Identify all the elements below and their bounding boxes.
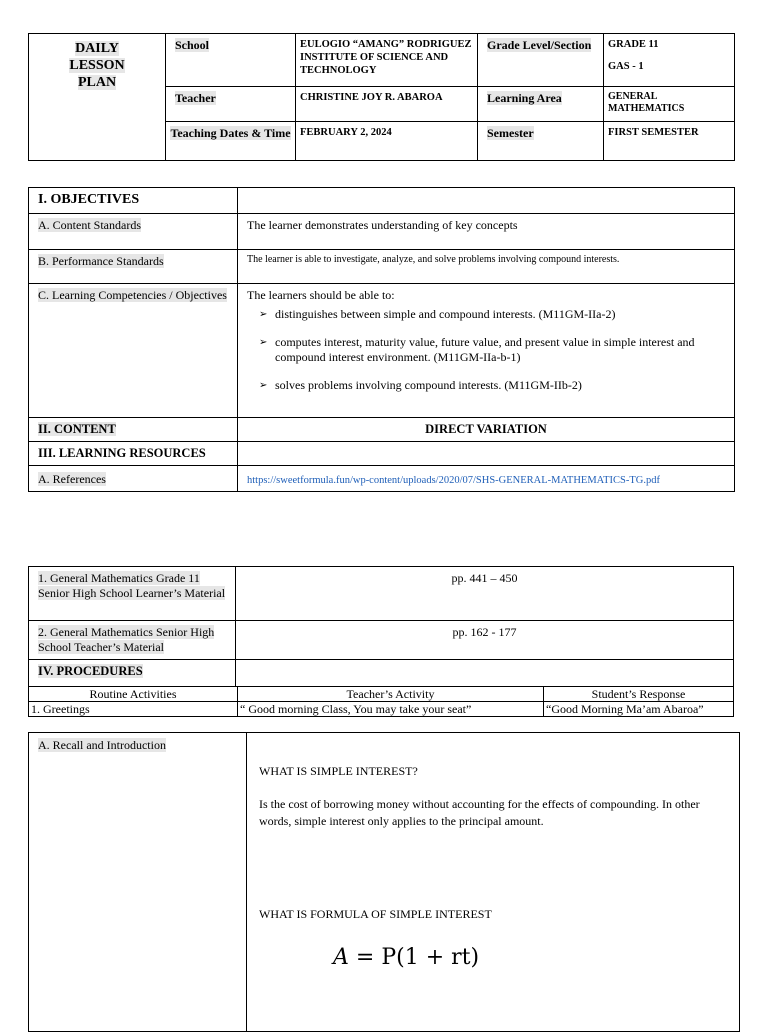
routine-table — [28, 686, 734, 717]
teaching-dates-label: Teaching Dates & Time — [170, 125, 291, 140]
school-value: EULOGIO “AMANG” RODRIGUEZ INSTITUTE OF SCIENCE AND TECHNOLOGY — [296, 34, 478, 87]
table-cell: 1. Greetings — [29, 702, 238, 717]
references-link[interactable]: https://sweetformula.fun/wp-content/uploads/2020/07/SHS-GENERAL-MATHEMATICS-TG.pdf — [247, 475, 660, 486]
competencies-list — [247, 307, 725, 393]
simple-interest-formula: A = P(1 + rt) — [333, 945, 480, 970]
simple-interest-question: WHAT IS SIMPLE INTEREST? — [259, 764, 418, 778]
formula-question: WHAT IS FORMULA OF SIMPLE INTEREST — [259, 907, 492, 921]
teacher-label: Teacher — [175, 91, 216, 106]
school-label: School — [175, 38, 210, 52]
lesson-plan-header — [28, 33, 735, 161]
section-value: GAS - 1 — [608, 61, 644, 72]
table-cell: “Good Morning Ma’am Abaroa” — [544, 702, 734, 717]
teacher-value: CHRISTINE JOY R. ABAROA — [296, 87, 478, 121]
content-standards-label: A. Content Standards — [38, 218, 141, 232]
learning-competencies-cell — [238, 284, 735, 418]
arrow-bullet-icon: ➢ — [259, 380, 268, 391]
resources-table — [28, 566, 734, 687]
learning-area-label: Learning Area — [487, 91, 562, 106]
column-header: Student’s Response — [544, 687, 734, 702]
simple-interest-answer: Is the cost of borrowing money without accounting for the effects of compounding. In other words, simple interest only applies to the principal amount. — [259, 797, 700, 828]
competencies-intro: The learners should be able to: — [247, 288, 395, 302]
list-item: ➢ distinguishes between simple and compound interests. (M11GM-IIa-2) — [259, 307, 616, 321]
objectives-table — [28, 187, 735, 492]
performance-standards-label: B. Performance Standards — [38, 254, 164, 268]
table-header-row — [29, 687, 734, 702]
performance-standards-value: The learner is able to investigate, analyze, and solve problems involving compound interests. — [238, 250, 735, 284]
column-header: Routine Activities — [29, 687, 238, 702]
content-value: DIRECT VARIATION — [238, 418, 735, 442]
teaching-dates-value: FEBRUARY 2, 2024 — [296, 121, 478, 160]
teachers-material-pages: pp. 162 - 177 — [236, 621, 734, 660]
recall-content — [247, 733, 740, 1032]
list-item: ➢ solves problems involving compound interests. (M11GM-IIb-2) — [259, 378, 582, 392]
references-label: A. References — [38, 472, 106, 486]
teachers-material-label: 2. General Mathematics Senior High School Teacher’s Material — [38, 625, 215, 654]
procedures-heading: IV. PROCEDURES — [38, 664, 143, 678]
arrow-bullet-icon: ➢ — [259, 337, 268, 348]
content-heading: II. CONTENT — [38, 422, 116, 436]
semester-value: FIRST SEMESTER — [604, 121, 735, 160]
learners-material-pages: pp. 441 – 450 — [236, 567, 734, 621]
grade-section-value — [604, 34, 735, 87]
recall-label: A. Recall and Introduction — [38, 738, 166, 752]
content-standards-value: The learner demonstrates understanding of key concepts — [238, 214, 735, 250]
learning-area-value: GENERAL MATHEMATICS — [604, 87, 735, 121]
recall-table — [28, 732, 740, 1032]
lesson-plan-title: DAILY LESSON PLAN — [29, 34, 166, 161]
grade-label: Grade Level/Section — [487, 38, 592, 52]
learners-material-label: 1. General Mathematics Grade 11 Senior High School Learner’s Material — [38, 571, 226, 600]
learning-competencies-label: C. Learning Competencies / Objectives — [38, 288, 227, 302]
table-cell: “ Good morning Class, You may take your seat” — [238, 702, 544, 717]
table-row — [29, 702, 734, 717]
learning-resources-heading: III. LEARNING RESOURCES — [29, 442, 238, 466]
objectives-heading: I. OBJECTIVES — [29, 188, 238, 214]
column-header: Teacher’s Activity — [238, 687, 544, 702]
list-item: ➢ computes interest, maturity value, future value, and present value in simple interest and compound interest environment. (M11GM-IIa-b-1) — [259, 335, 695, 364]
arrow-bullet-icon: ➢ — [259, 309, 268, 320]
semester-label: Semester — [487, 125, 534, 140]
grade-value: GRADE 11 — [608, 39, 659, 50]
